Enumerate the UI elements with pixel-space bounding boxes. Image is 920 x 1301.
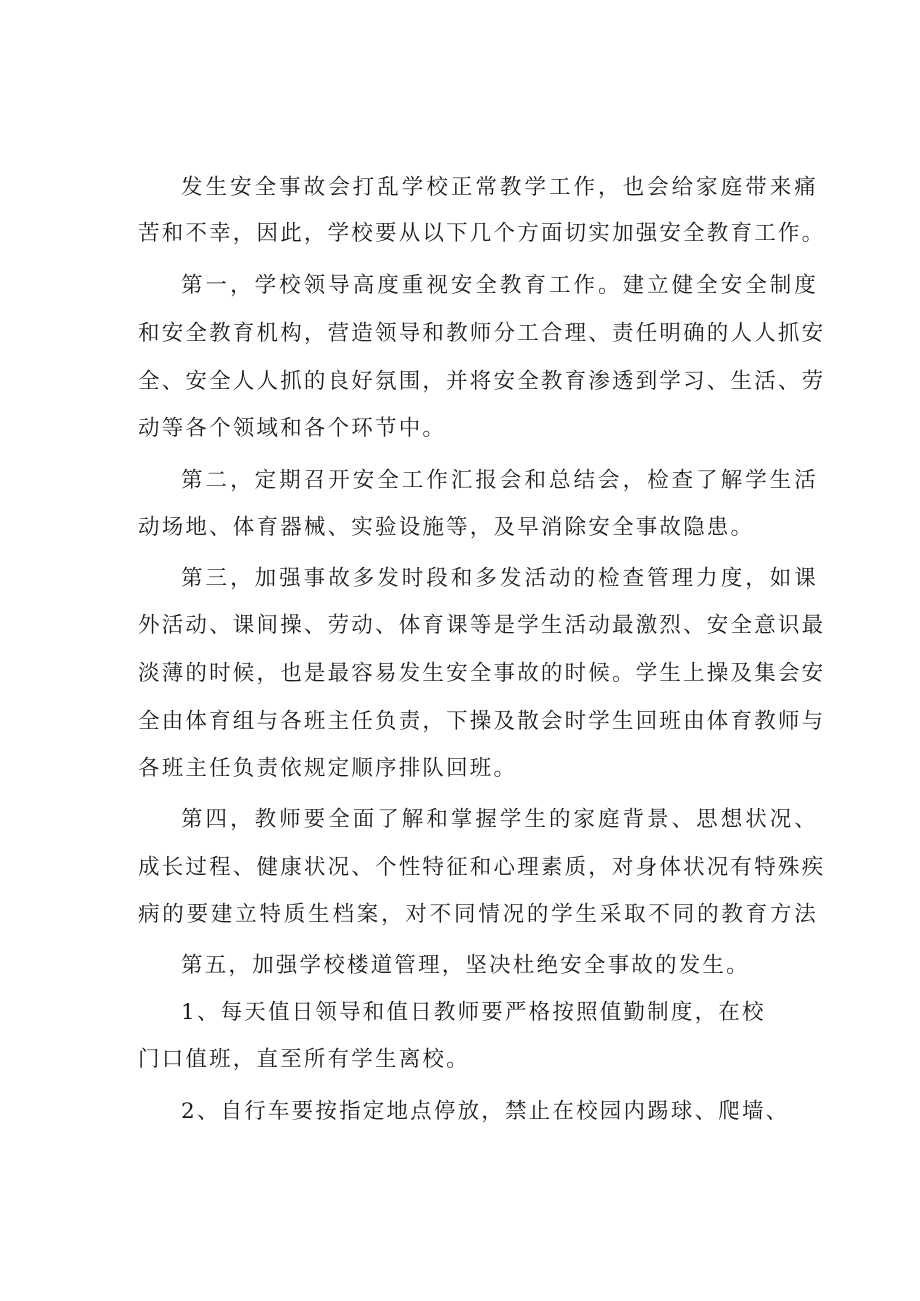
paragraph-4-line-2: 外活动、课间操、劳动、体育课等是学生活动最激烈、安全意识最 <box>138 613 826 638</box>
paragraph-5-line-3: 病的要建立特质生档案，对不同情况的学生采取不同的教育方法 <box>138 902 818 927</box>
paragraph-6-line-1: 第五，加强学校楼道管理，坚决杜绝安全事故的发生。 <box>181 953 750 978</box>
paragraph-4-line-5: 各班主任负责依规定顺序排队回班。 <box>138 756 518 781</box>
paragraph-2-line-3: 全、安全人人抓的良好氛围，并将安全教育渗透到学习、生活、劳 <box>138 369 826 394</box>
paragraph-3-line-1: 第二，定期召开安全工作汇报会和总结会，检查了解学生活 <box>181 468 818 493</box>
paragraph-5-line-1: 第四，教师要全面了解和掌握学生的家庭背景、思想状况、 <box>181 807 818 832</box>
paragraph-4-line-4: 全由体育组与各班主任负责，下操及散会时学生回班由体育教师与 <box>138 709 826 734</box>
paragraph-2-line-1: 第一，学校领导高度重视安全教育工作。建立健全安全制度 <box>181 273 818 298</box>
paragraph-2-line-4: 动等各个领域和各个环节中。 <box>138 416 447 441</box>
paragraph-5-line-2: 成长过程、健康状况、个性特征和心理素质，对身体状况有特殊疾 <box>138 855 826 880</box>
paragraph-8-line-1: 2、自行车要按指定地点停放，禁止在校园内踢球、爬墙、 <box>181 1099 790 1124</box>
paragraph-4-line-1: 第三，加强事故多发时段和多发活动的检查管理力度，如课 <box>181 566 818 591</box>
paragraph-1-line-1: 发生安全事故会打乱学校正常教学工作，也会给家庭带来痛 <box>181 175 818 200</box>
paragraph-7-line-1: 1、每天值日领导和值日教师要严格按照值勤制度，在校 <box>181 1000 766 1025</box>
paragraph-2-line-2: 和安全教育机构，营造领导和教师分工合理、责任明确的人人抓安 <box>138 321 826 346</box>
paragraph-4-line-3: 淡薄的时候，也是最容易发生安全事故的时候。学生上操及集会安 <box>138 661 826 686</box>
paragraph-1-line-2: 苦和不幸，因此，学校要从以下几个方面切实加强安全教育工作。 <box>138 221 826 246</box>
paragraph-7-line-2: 门口值班，直至所有学生离校。 <box>138 1047 470 1072</box>
paragraph-3-line-2: 动场地、体育器械、实验设施等，及早消除安全事故隐患。 <box>138 515 755 540</box>
